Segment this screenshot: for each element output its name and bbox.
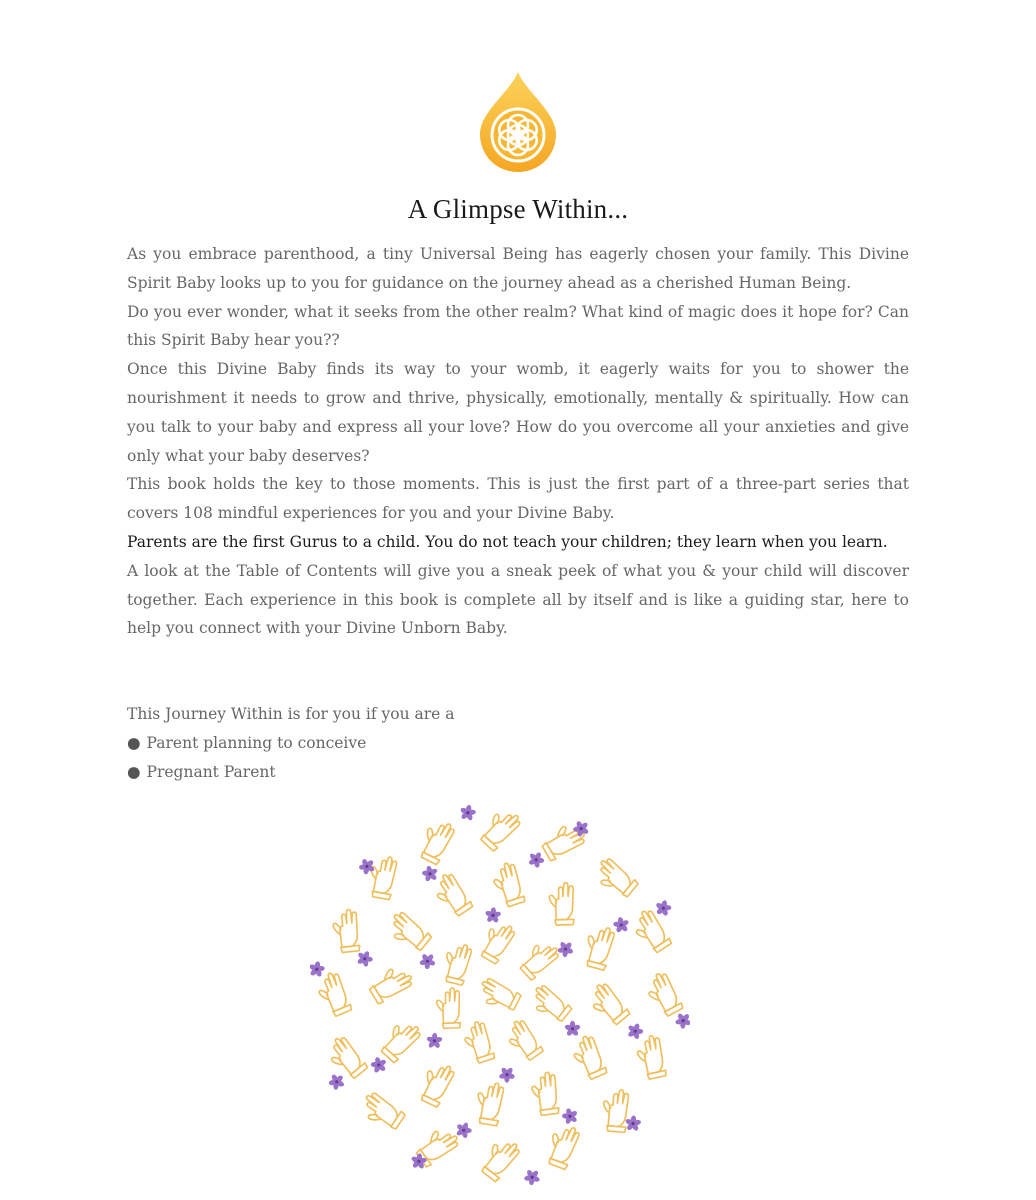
hand-mudra-icon [314,971,353,1019]
hand-mudra-icon [440,941,472,985]
hand-mudra-icon [477,1134,522,1182]
violet-flower-icon [624,1115,642,1132]
violet-flower-icon [325,1070,348,1093]
audience-list [127,700,727,786]
hand-mudra-icon [635,1034,667,1080]
hand-mudra-icon [477,918,517,964]
paragraph: This book holds the key to those moments. This is just the first part of a three-part series that covers 108 mindful experiences for you and your Divine Baby. [127,475,909,523]
violet-flower-icon [416,950,439,973]
hand-mudra-icon [416,817,456,865]
hand-mudra-icon [490,861,526,908]
list-item [127,729,727,758]
hand-mudra-icon [461,1020,496,1065]
hand-mudra-icon [585,981,630,1029]
violet-flower-icon [521,1166,544,1189]
hand-mudra-icon [581,924,615,971]
hand-mudra-icon [366,962,414,1004]
paragraph: A look at the Table of Contents will give you a sneak peek of what you & your child will discover together. Each experience in this book is complete all by itself and is like a guiding star, here to help you connect with your Divine Unborn Baby. [127,561,909,638]
hand-mudra-icon [475,977,521,1016]
violet-flower-icon [625,1021,646,1042]
emphasis-paragraph: Parents are the first Gurus to a child. You do not teach your children; they learn when you learn. [127,532,888,551]
list-item-label: Parent planning to conceive [146,733,367,752]
paragraph: Once this Divine Baby finds its way to your womb, it eagerly waits for you to shower the nourishment it needs to grow and thrive, physically, emotionally, mentally & spiritually. How can you talk to your baby and express all your love? How do you overcome all your anxieties and give only what your baby deserves? [127,360,909,465]
violet-flower-icon [653,898,673,917]
hand-mudra-icon [516,937,561,981]
hand-mudra-icon [527,983,573,1026]
logo-drop-icon [477,70,559,174]
list-item-label: Pregnant Parent [146,762,276,781]
violet-flower-icon [495,1063,518,1086]
violet-flower-icon [525,849,547,871]
violet-flower-icon [310,960,326,978]
bullet-icon: ● [127,762,141,781]
intro-text [127,240,909,643]
violet-flower-icon [426,1033,443,1050]
paragraph: Do you ever wonder, what it seeks from the other realm? What kind of magic does it hope for? Can this Spirit Baby hear you?? [127,302,909,350]
paragraph: As you embrace parenthood, a tiny Universal Being has eagerly chosen your family. This Divine Spirit Baby looks up to you for guidance on the journey ahead as a cherished Human Being. [127,245,909,292]
hand-mudra-icon [436,988,460,1029]
hand-mudra-icon [323,1034,368,1082]
hand-mudra-icon [549,883,574,926]
list-item [127,758,727,787]
hand-mudra-icon [502,1018,544,1064]
audience-intro: This Journey Within is for you if you are a [127,705,455,723]
violet-flower-icon [559,1105,582,1128]
hand-mudra-icon [543,1122,581,1170]
hand-mudra-icon [384,910,432,955]
hand-mudra-icon [430,871,474,919]
hand-mudra-icon [591,856,639,901]
violet-flower-icon [484,907,502,924]
page-title: A Glimpse Within... [407,194,629,224]
hand-mudra-icon [569,1034,608,1082]
violet-flower-icon [419,863,441,885]
hand-mudra-icon [416,1059,456,1107]
hand-mudra-icon [643,971,684,1019]
hand-mudra-icon [357,1091,405,1135]
hand-mudra-icon [474,1081,505,1126]
hand-mudra-icon [530,1072,559,1117]
bullet-icon: ● [127,733,141,752]
hand-mudra-icon [601,1089,628,1133]
hand-mudra-icon [377,1016,423,1063]
hand-mudra-icon [476,805,522,852]
violet-flower-icon [458,803,478,822]
hand-mudra-icon [332,909,361,953]
violet-flower-icon [564,1021,581,1037]
mudra-hands-illustration [310,800,690,1190]
violet-flower-icon [410,1152,429,1170]
